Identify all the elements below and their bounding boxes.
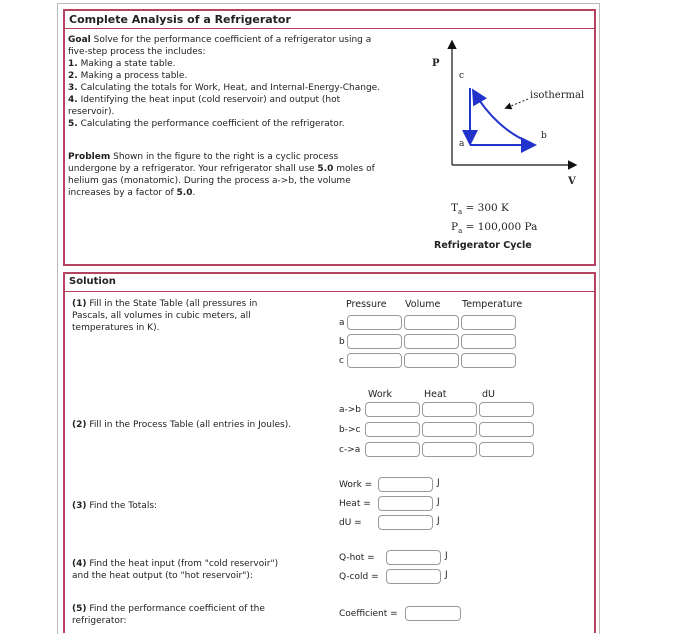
process-bc-work-input[interactable] [365, 422, 420, 437]
total-heat-input[interactable] [378, 496, 433, 511]
isothermal-label: isothermal [530, 90, 585, 101]
q3-instructions: (3) Find the Totals: [72, 501, 158, 511]
state-row-label: a [339, 318, 345, 328]
unit-label: J [437, 516, 440, 526]
solution-panel-header [63, 272, 596, 292]
col-header-temperature: Temperature [462, 299, 523, 310]
problem-label: Problem [68, 152, 111, 162]
point-a-label: a [459, 139, 465, 149]
process-bc-du-input[interactable] [479, 422, 534, 437]
process-ab-du-input[interactable] [479, 402, 534, 417]
state-a-volume-input[interactable] [404, 315, 459, 330]
q-cold-input[interactable] [386, 569, 441, 584]
q1-instructions: (1) Fill in the State Table (all pressures in Pascals, all volumes in cubic meters, all temperatures in K). [72, 299, 258, 333]
coefficient-label: Coefficient = [339, 609, 398, 619]
total-du-input[interactable] [378, 515, 433, 530]
col-header-du: dU [482, 389, 495, 400]
q4-instructions: (4) Find the heat input (from "cold reservoir") and the heat output (to "hot reservoir"): [72, 559, 279, 581]
unit-label: J [437, 478, 440, 488]
solution-title: Solution [69, 276, 116, 287]
point-b-label: b [541, 131, 547, 141]
state-c-pressure-input[interactable] [347, 353, 402, 368]
process-row-label: b->c [339, 425, 361, 435]
state-a-temperature-input[interactable] [461, 315, 516, 330]
process-b-to-c [474, 92, 531, 143]
pressure-given: $P_a = 100,000$ Pa [451, 221, 538, 236]
step-item: 3. Calculating the totals for Work, Heat, and Internal-Energy-Change. [68, 83, 381, 93]
panel-title: Complete Analysis of a Refrigerator [69, 13, 291, 26]
total-work-label: Work = [339, 480, 373, 490]
q2-instructions: (2) Fill in the Process Table (all entries in Joules). [72, 420, 292, 430]
process-ca-du-input[interactable] [479, 442, 534, 457]
total-work-input[interactable] [378, 477, 433, 492]
process-ca-heat-input[interactable] [422, 442, 477, 457]
unit-label: J [445, 551, 448, 561]
goal-line2: five-step process the includes: [68, 47, 206, 57]
step-item: reservoir). [68, 107, 115, 117]
process-row-label: c->a [339, 445, 361, 455]
total-heat-label: Heat = [339, 499, 371, 509]
q5-instructions: (5) Find the performance coefficient of the refrigerator: [72, 604, 265, 626]
diagram-caption: Refrigerator Cycle [434, 240, 532, 251]
problem-block: Problem Shown in the figure to the right is a cyclic process undergone by a refrigerator. Your refrigerator shall use 5.0 moles of helium gas (monatomic). During the process a->b, the volume increases by a factor of 5.0. [68, 152, 375, 198]
unit-label: J [437, 497, 440, 507]
step-item: 1. Making a state table. [68, 59, 176, 69]
goal-label: Goal [68, 35, 91, 45]
coefficient-input[interactable] [405, 606, 461, 621]
isothermal-pointer [506, 99, 528, 108]
state-row-label: b [339, 337, 345, 347]
step-item: 4. Identifying the heat input (cold reservoir) and output (hot [68, 95, 341, 105]
v-axis-label: V [568, 176, 576, 187]
step-item: 2. Making a process table. [68, 71, 188, 81]
process-ab-work-input[interactable] [365, 402, 420, 417]
process-ca-work-input[interactable] [365, 442, 420, 457]
state-b-volume-input[interactable] [404, 334, 459, 349]
q-hot-label: Q-hot = [339, 553, 375, 563]
unit-label: J [445, 570, 448, 580]
step-item: 5. Calculating the performance coefficient of the refrigerator. [68, 119, 345, 129]
total-du-label: dU = [339, 518, 362, 528]
col-header-pressure: Pressure [346, 299, 387, 310]
state-a-pressure-input[interactable] [347, 315, 402, 330]
state-c-volume-input[interactable] [404, 353, 459, 368]
point-c-label: c [459, 71, 465, 81]
q-hot-input[interactable] [386, 550, 441, 565]
temperature-given: $T_a = 300$ K [451, 202, 509, 217]
col-header-work: Work [368, 389, 393, 400]
process-ab-heat-input[interactable] [422, 402, 477, 417]
col-header-volume: Volume [405, 299, 441, 310]
col-header-heat: Heat [424, 389, 447, 400]
goal-block [68, 34, 428, 130]
state-b-temperature-input[interactable] [461, 334, 516, 349]
p-axis-label: P [432, 58, 440, 69]
state-row-label: c [339, 356, 344, 366]
moles-value: 5.0 [317, 164, 334, 174]
q-cold-label: Q-cold = [339, 572, 379, 582]
process-row-label: a->b [339, 405, 362, 415]
factor-value: 5.0 [176, 188, 193, 198]
state-c-temperature-input[interactable] [461, 353, 516, 368]
goal-text: Solve for the performance coefficient of a refrigerator using a [93, 35, 372, 45]
process-bc-heat-input[interactable] [422, 422, 477, 437]
state-b-pressure-input[interactable] [347, 334, 402, 349]
